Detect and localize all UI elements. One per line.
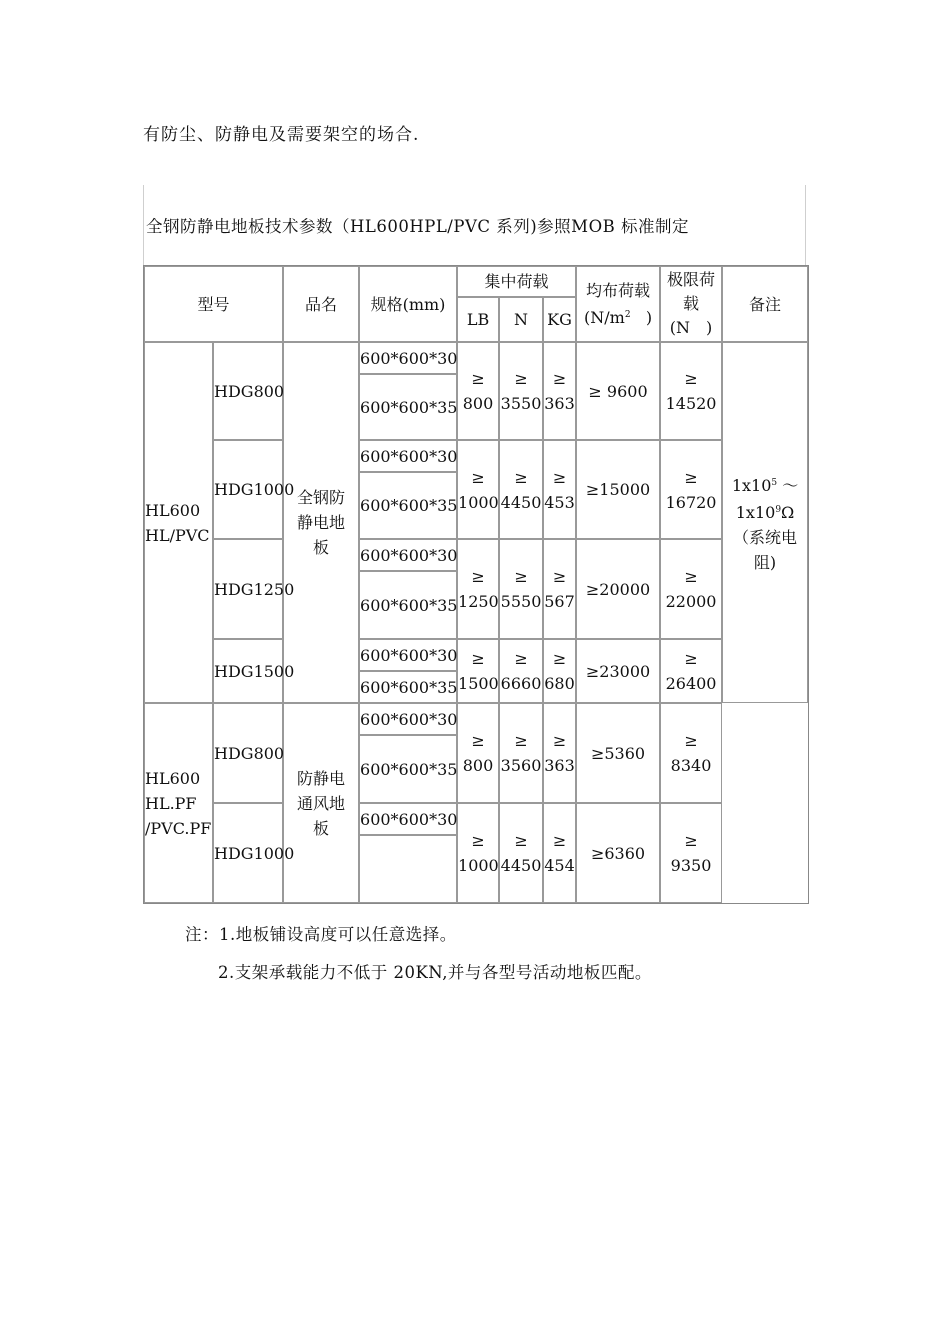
size-cell: 600*600*30	[359, 539, 457, 571]
table-row	[144, 440, 808, 472]
header-uniform-load	[576, 266, 660, 342]
table-title: 全钢防静电地板技术参数（HL600HPL/PVC 系列)参照MOB 标准制定	[146, 217, 689, 236]
table-row	[144, 639, 808, 671]
n-cell: ≥ 4450	[499, 440, 543, 539]
table-row	[144, 703, 808, 735]
ultimate-cell: ≥ 14520	[660, 342, 722, 440]
remark-base-2: 1x10	[735, 502, 776, 522]
header-ultimate-load	[660, 266, 722, 342]
ultimate-cell: ≥ 22000	[660, 539, 722, 639]
lb-cell: ≥ 800	[457, 342, 499, 440]
header-spec: 规格(mm)	[359, 266, 457, 342]
uniform-cell: ≥23000	[576, 639, 660, 703]
header-lb: LB	[457, 297, 499, 342]
kg-cell: ≥ 363	[543, 342, 576, 440]
size-cell: 600*600*30	[359, 803, 457, 835]
series-cell-2: HL600 HL.PF /PVC.PF	[144, 703, 213, 903]
spec-table	[143, 265, 809, 904]
header-uniform-unit: (N/m	[584, 307, 625, 327]
n-cell: ≥ 4450	[499, 803, 543, 903]
header-ultimate-label-1: 极限荷	[667, 270, 716, 289]
intro-text: 有防尘、防静电及需要架空的场合.	[143, 125, 420, 145]
remark-exp-1: 5	[771, 477, 778, 488]
size-cell: 600*600*35	[359, 671, 457, 703]
kg-cell: ≥ 363	[543, 703, 576, 803]
kg-cell: ≥ 453	[543, 440, 576, 539]
table-row	[144, 539, 808, 571]
header-concentrated-load: 集中荷载	[457, 266, 576, 297]
product-cell-2: 防静电 通风地 板	[283, 703, 359, 903]
header-uniform-unit-close: )	[645, 307, 653, 327]
n-cell: ≥ 3550	[499, 342, 543, 440]
remark-note: （系统电 阻)	[733, 527, 798, 572]
remark-base-1: 1x10	[731, 475, 772, 495]
size-cell: 600*600*35	[359, 374, 457, 440]
size-cell: 600*600*35	[359, 735, 457, 803]
remark-exp-2: 9	[775, 504, 782, 515]
header-remark: 备注	[722, 266, 808, 342]
kg-cell: ≥ 454	[543, 803, 576, 903]
model-cell: HDG1500	[213, 639, 283, 703]
uniform-cell: ≥20000	[576, 539, 660, 639]
header-product: 品名	[283, 266, 359, 342]
ultimate-cell: ≥ 16720	[660, 440, 722, 539]
header-ultimate-unit: (N )	[669, 318, 713, 337]
ultimate-cell: ≥ 8340	[660, 703, 722, 803]
table-caption-box	[143, 185, 806, 265]
size-cell: 600*600*30	[359, 639, 457, 671]
table-row	[144, 803, 808, 835]
size-cell: 600*600*35	[359, 571, 457, 639]
header-model: 型号	[144, 266, 283, 342]
size-cell: 600*600*30	[359, 440, 457, 472]
ultimate-cell: ≥ 9350	[660, 803, 722, 903]
n-cell: ≥ 3560	[499, 703, 543, 803]
lb-cell: ≥ 1250	[457, 539, 499, 639]
remark-ohm: Ω	[781, 502, 795, 522]
model-cell: HDG1000	[213, 440, 283, 539]
n-cell: ≥ 5550	[499, 539, 543, 639]
header-uniform-unit-sup: 2	[624, 309, 631, 320]
header-ultimate-label-2: 载	[683, 294, 700, 313]
note-1: 注：1.地板铺设高度可以任意选择。	[185, 925, 457, 944]
remark-cell	[722, 342, 808, 703]
lb-cell: ≥ 1000	[457, 440, 499, 539]
size-cell: 600*600*35	[359, 472, 457, 539]
size-cell: 600*600*30	[359, 703, 457, 735]
header-row-1	[144, 266, 808, 297]
lb-cell: ≥ 800	[457, 703, 499, 803]
remark-tilde: ～	[777, 475, 799, 495]
header-n: N	[499, 297, 543, 342]
header-kg: KG	[543, 297, 576, 342]
uniform-cell: ≥ 9600	[576, 342, 660, 440]
model-cell: HDG800	[213, 342, 283, 440]
uniform-cell: ≥5360	[576, 703, 660, 803]
model-cell: HDG1250	[213, 539, 283, 639]
kg-cell: ≥ 680	[543, 639, 576, 703]
lb-cell: ≥ 1000	[457, 803, 499, 903]
note-2: 2.支架承载能力不低于 20KN,并与各型号活动地板匹配。	[218, 963, 652, 982]
size-cell: 600*600*30	[359, 342, 457, 374]
model-cell: HDG1000	[213, 803, 283, 903]
n-cell: ≥ 6660	[499, 639, 543, 703]
kg-cell: ≥ 567	[543, 539, 576, 639]
size-cell	[359, 835, 457, 903]
product-cell-1: 全钢防 静电地 板	[283, 342, 359, 703]
table-row	[144, 342, 808, 374]
uniform-cell: ≥15000	[576, 440, 660, 539]
uniform-cell: ≥6360	[576, 803, 660, 903]
header-uniform-label: 均布荷载	[586, 280, 651, 300]
lb-cell: ≥ 1500	[457, 639, 499, 703]
ultimate-cell: ≥ 26400	[660, 639, 722, 703]
series-cell-1: HL600 HL/PVC	[144, 342, 213, 703]
model-cell: HDG800	[213, 703, 283, 803]
